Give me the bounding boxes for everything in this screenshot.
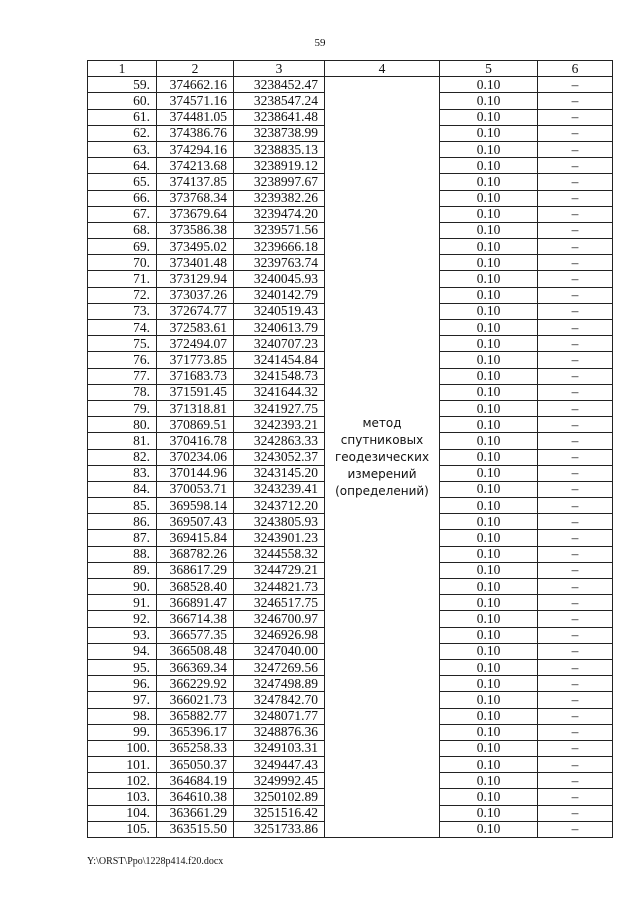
accuracy-value: 0.10: [440, 303, 538, 319]
accuracy-value: 0.10: [440, 206, 538, 222]
coordinate-y: 3238547.24: [234, 93, 325, 109]
point-number: 60.: [88, 93, 157, 109]
document-path: Y:\ORST\Ppo\1228p414.f20.docx: [87, 856, 224, 867]
accuracy-value: 0.10: [440, 546, 538, 562]
coordinate-x: 365396.17: [157, 724, 234, 740]
note-value: –: [538, 239, 613, 255]
coordinate-x: 370144.96: [157, 465, 234, 481]
note-value: –: [538, 174, 613, 190]
coordinate-x: 369598.14: [157, 498, 234, 514]
coordinate-x: 366369.34: [157, 659, 234, 675]
point-number: 73.: [88, 303, 157, 319]
coordinate-x: 363515.50: [157, 821, 234, 837]
accuracy-value: 0.10: [440, 384, 538, 400]
accuracy-value: 0.10: [440, 352, 538, 368]
coordinate-x: 366508.48: [157, 643, 234, 659]
note-value: –: [538, 206, 613, 222]
coordinate-x: 370416.78: [157, 433, 234, 449]
coordinate-x: 372583.61: [157, 320, 234, 336]
coordinate-y: 3241454.84: [234, 352, 325, 368]
point-number: 104.: [88, 805, 157, 821]
method-line: измерений: [347, 466, 417, 481]
table-row: [88, 77, 613, 93]
coordinate-y: 3244558.32: [234, 546, 325, 562]
point-number: 102.: [88, 773, 157, 789]
coordinate-y: 3249103.31: [234, 740, 325, 756]
accuracy-value: 0.10: [440, 190, 538, 206]
point-number: 77.: [88, 368, 157, 384]
accuracy-value: 0.10: [440, 595, 538, 611]
coordinate-x: 371683.73: [157, 368, 234, 384]
coordinate-y: 3241927.75: [234, 400, 325, 416]
coordinate-y: 3241644.32: [234, 384, 325, 400]
col-header-5: 5: [440, 61, 538, 77]
note-value: –: [538, 659, 613, 675]
coordinate-x: 373768.34: [157, 190, 234, 206]
method-line: спутниковых: [340, 432, 424, 447]
accuracy-value: 0.10: [440, 255, 538, 271]
point-number: 64.: [88, 158, 157, 174]
accuracy-value: 0.10: [440, 287, 538, 303]
note-value: –: [538, 724, 613, 740]
point-number: 63.: [88, 141, 157, 157]
note-value: –: [538, 611, 613, 627]
point-number: 80.: [88, 417, 157, 433]
coordinate-y: 3238641.48: [234, 109, 325, 125]
coordinate-x: 366229.92: [157, 676, 234, 692]
accuracy-value: 0.10: [440, 400, 538, 416]
note-value: –: [538, 190, 613, 206]
coordinate-y: 3246517.75: [234, 595, 325, 611]
coordinate-x: 364684.19: [157, 773, 234, 789]
coordinate-x: 373129.94: [157, 271, 234, 287]
point-number: 98.: [88, 708, 157, 724]
point-number: 94.: [88, 643, 157, 659]
note-value: –: [538, 125, 613, 141]
point-number: 83.: [88, 465, 157, 481]
coordinate-x: 369507.43: [157, 514, 234, 530]
note-value: –: [538, 514, 613, 530]
coordinate-x: 372494.07: [157, 336, 234, 352]
accuracy-value: 0.10: [440, 773, 538, 789]
accuracy-value: 0.10: [440, 724, 538, 740]
note-value: –: [538, 627, 613, 643]
coordinate-y: 3240707.23: [234, 336, 325, 352]
coordinate-y: 3249447.43: [234, 757, 325, 773]
accuracy-value: 0.10: [440, 336, 538, 352]
point-number: 79.: [88, 400, 157, 416]
accuracy-value: 0.10: [440, 465, 538, 481]
point-number: 99.: [88, 724, 157, 740]
note-value: –: [538, 400, 613, 416]
note-value: –: [538, 757, 613, 773]
note-value: –: [538, 740, 613, 756]
note-value: –: [538, 109, 613, 125]
point-number: 61.: [88, 109, 157, 125]
note-value: –: [538, 595, 613, 611]
point-number: 85.: [88, 498, 157, 514]
accuracy-value: 0.10: [440, 109, 538, 125]
point-number: 74.: [88, 320, 157, 336]
point-number: 72.: [88, 287, 157, 303]
note-value: –: [538, 805, 613, 821]
accuracy-value: 0.10: [440, 692, 538, 708]
method-line: геодезических: [334, 449, 430, 464]
coordinate-y: 3247842.70: [234, 692, 325, 708]
coordinate-y: 3239571.56: [234, 222, 325, 238]
coordinate-y: 3249992.45: [234, 773, 325, 789]
note-value: –: [538, 222, 613, 238]
coordinate-x: 364610.38: [157, 789, 234, 805]
accuracy-value: 0.10: [440, 93, 538, 109]
header-row: [88, 61, 613, 77]
note-value: –: [538, 417, 613, 433]
coordinate-x: 374294.16: [157, 141, 234, 157]
accuracy-value: 0.10: [440, 158, 538, 174]
coordinate-y: 3243901.23: [234, 530, 325, 546]
coordinate-y: 3241548.73: [234, 368, 325, 384]
col-header-3: 3: [234, 61, 325, 77]
coordinate-x: 371591.45: [157, 384, 234, 400]
accuracy-value: 0.10: [440, 821, 538, 837]
note-value: –: [538, 449, 613, 465]
point-number: 78.: [88, 384, 157, 400]
coordinate-y: 3247269.56: [234, 659, 325, 675]
point-number: 68.: [88, 222, 157, 238]
coordinate-x: 368617.29: [157, 562, 234, 578]
coordinate-y: 3239763.74: [234, 255, 325, 271]
method-line: метод: [362, 415, 402, 430]
coordinate-y: 3238738.99: [234, 125, 325, 141]
coordinate-y: 3248876.36: [234, 724, 325, 740]
note-value: –: [538, 821, 613, 837]
point-number: 91.: [88, 595, 157, 611]
note-value: –: [538, 562, 613, 578]
accuracy-value: 0.10: [440, 676, 538, 692]
accuracy-value: 0.10: [440, 562, 538, 578]
point-number: 75.: [88, 336, 157, 352]
accuracy-value: 0.10: [440, 643, 538, 659]
accuracy-value: 0.10: [440, 530, 538, 546]
accuracy-value: 0.10: [440, 481, 538, 497]
coordinate-x: 365882.77: [157, 708, 234, 724]
accuracy-value: 0.10: [440, 141, 538, 157]
point-number: 100.: [88, 740, 157, 756]
method-cell: [325, 77, 440, 838]
point-number: 86.: [88, 514, 157, 530]
coordinate-x: 366714.38: [157, 611, 234, 627]
coordinate-x: 365258.33: [157, 740, 234, 756]
point-number: 96.: [88, 676, 157, 692]
coordinate-x: 374213.68: [157, 158, 234, 174]
coordinate-x: 371318.81: [157, 400, 234, 416]
coordinate-x: 363661.29: [157, 805, 234, 821]
accuracy-value: 0.10: [440, 320, 538, 336]
note-value: –: [538, 158, 613, 174]
coordinate-y: 3251733.86: [234, 821, 325, 837]
coordinate-y: 3242863.33: [234, 433, 325, 449]
coordinate-y: 3238452.47: [234, 77, 325, 93]
coordinate-y: 3242393.21: [234, 417, 325, 433]
point-number: 62.: [88, 125, 157, 141]
coordinate-y: 3247498.89: [234, 676, 325, 692]
point-number: 59.: [88, 77, 157, 93]
note-value: –: [538, 465, 613, 481]
coordinate-x: 366021.73: [157, 692, 234, 708]
accuracy-value: 0.10: [440, 125, 538, 141]
coordinate-y: 3239382.26: [234, 190, 325, 206]
coordinate-y: 3243805.93: [234, 514, 325, 530]
note-value: –: [538, 271, 613, 287]
note-value: –: [538, 352, 613, 368]
note-value: –: [538, 320, 613, 336]
accuracy-value: 0.10: [440, 417, 538, 433]
note-value: –: [538, 692, 613, 708]
point-number: 93.: [88, 627, 157, 643]
coordinate-x: 374137.85: [157, 174, 234, 190]
point-number: 84.: [88, 481, 157, 497]
coordinate-y: 3240519.43: [234, 303, 325, 319]
note-value: –: [538, 530, 613, 546]
point-number: 66.: [88, 190, 157, 206]
note-value: –: [538, 287, 613, 303]
coordinate-y: 3244729.21: [234, 562, 325, 578]
accuracy-value: 0.10: [440, 789, 538, 805]
coordinate-y: 3251516.42: [234, 805, 325, 821]
coordinate-x: 373679.64: [157, 206, 234, 222]
accuracy-value: 0.10: [440, 271, 538, 287]
point-number: 105.: [88, 821, 157, 837]
accuracy-value: 0.10: [440, 498, 538, 514]
coordinate-y: 3246926.98: [234, 627, 325, 643]
accuracy-value: 0.10: [440, 222, 538, 238]
coordinate-x: 366891.47: [157, 595, 234, 611]
point-number: 76.: [88, 352, 157, 368]
note-value: –: [538, 708, 613, 724]
point-number: 65.: [88, 174, 157, 190]
coordinate-y: 3244821.73: [234, 579, 325, 595]
coordinate-x: 370869.51: [157, 417, 234, 433]
coordinate-y: 3240142.79: [234, 287, 325, 303]
coordinate-x: 371773.85: [157, 352, 234, 368]
point-number: 95.: [88, 659, 157, 675]
accuracy-value: 0.10: [440, 708, 538, 724]
point-number: 90.: [88, 579, 157, 595]
coordinate-y: 3239474.20: [234, 206, 325, 222]
note-value: –: [538, 336, 613, 352]
method-line: (определений): [335, 483, 429, 498]
note-value: –: [538, 789, 613, 805]
col-header-1: 1: [88, 61, 157, 77]
coordinate-y: 3238919.12: [234, 158, 325, 174]
point-number: 92.: [88, 611, 157, 627]
accuracy-value: 0.10: [440, 239, 538, 255]
col-header-4: 4: [325, 61, 440, 77]
coordinate-x: 373037.26: [157, 287, 234, 303]
coordinate-y: 3243239.41: [234, 481, 325, 497]
coordinate-y: 3243712.20: [234, 498, 325, 514]
note-value: –: [538, 255, 613, 271]
coordinate-x: 372674.77: [157, 303, 234, 319]
coordinate-y: 3248071.77: [234, 708, 325, 724]
accuracy-value: 0.10: [440, 740, 538, 756]
coordinate-x: 366577.35: [157, 627, 234, 643]
point-number: 81.: [88, 433, 157, 449]
accuracy-value: 0.10: [440, 659, 538, 675]
accuracy-value: 0.10: [440, 611, 538, 627]
accuracy-value: 0.10: [440, 77, 538, 93]
point-number: 70.: [88, 255, 157, 271]
coordinates-table: [87, 60, 613, 838]
coordinate-y: 3250102.89: [234, 789, 325, 805]
coordinate-x: 368782.26: [157, 546, 234, 562]
accuracy-value: 0.10: [440, 757, 538, 773]
page-number: 59: [314, 37, 326, 49]
note-value: –: [538, 773, 613, 789]
point-number: 69.: [88, 239, 157, 255]
coordinate-x: 374481.05: [157, 109, 234, 125]
coordinate-x: 370053.71: [157, 481, 234, 497]
accuracy-value: 0.10: [440, 174, 538, 190]
note-value: –: [538, 303, 613, 319]
note-value: –: [538, 433, 613, 449]
coordinate-x: 369415.84: [157, 530, 234, 546]
note-value: –: [538, 481, 613, 497]
note-value: –: [538, 384, 613, 400]
coordinate-x: 373401.48: [157, 255, 234, 271]
point-number: 101.: [88, 757, 157, 773]
point-number: 71.: [88, 271, 157, 287]
coordinate-y: 3240045.93: [234, 271, 325, 287]
accuracy-value: 0.10: [440, 514, 538, 530]
accuracy-value: 0.10: [440, 449, 538, 465]
coordinate-y: 3247040.00: [234, 643, 325, 659]
coordinate-y: 3239666.18: [234, 239, 325, 255]
col-header-6: 6: [538, 61, 613, 77]
note-value: –: [538, 93, 613, 109]
note-value: –: [538, 368, 613, 384]
point-number: 67.: [88, 206, 157, 222]
coordinate-y: 3243052.37: [234, 449, 325, 465]
accuracy-value: 0.10: [440, 368, 538, 384]
coordinate-x: 374662.16: [157, 77, 234, 93]
coordinate-x: 368528.40: [157, 579, 234, 595]
coordinate-y: 3246700.97: [234, 611, 325, 627]
point-number: 82.: [88, 449, 157, 465]
note-value: –: [538, 643, 613, 659]
point-number: 97.: [88, 692, 157, 708]
point-number: 89.: [88, 562, 157, 578]
note-value: –: [538, 579, 613, 595]
coordinate-x: 374571.16: [157, 93, 234, 109]
accuracy-value: 0.10: [440, 579, 538, 595]
accuracy-value: 0.10: [440, 627, 538, 643]
coordinate-x: 370234.06: [157, 449, 234, 465]
coordinate-x: 373495.02: [157, 239, 234, 255]
accuracy-value: 0.10: [440, 433, 538, 449]
point-number: 88.: [88, 546, 157, 562]
coordinate-x: 374386.76: [157, 125, 234, 141]
coordinate-y: 3238835.13: [234, 141, 325, 157]
note-value: –: [538, 77, 613, 93]
coordinate-x: 373586.38: [157, 222, 234, 238]
point-number: 103.: [88, 789, 157, 805]
note-value: –: [538, 498, 613, 514]
note-value: –: [538, 676, 613, 692]
coordinate-y: 3240613.79: [234, 320, 325, 336]
coordinate-y: 3238997.67: [234, 174, 325, 190]
coordinate-y: 3243145.20: [234, 465, 325, 481]
point-number: 87.: [88, 530, 157, 546]
note-value: –: [538, 141, 613, 157]
col-header-2: 2: [157, 61, 234, 77]
note-value: –: [538, 546, 613, 562]
coordinate-x: 365050.37: [157, 757, 234, 773]
accuracy-value: 0.10: [440, 805, 538, 821]
